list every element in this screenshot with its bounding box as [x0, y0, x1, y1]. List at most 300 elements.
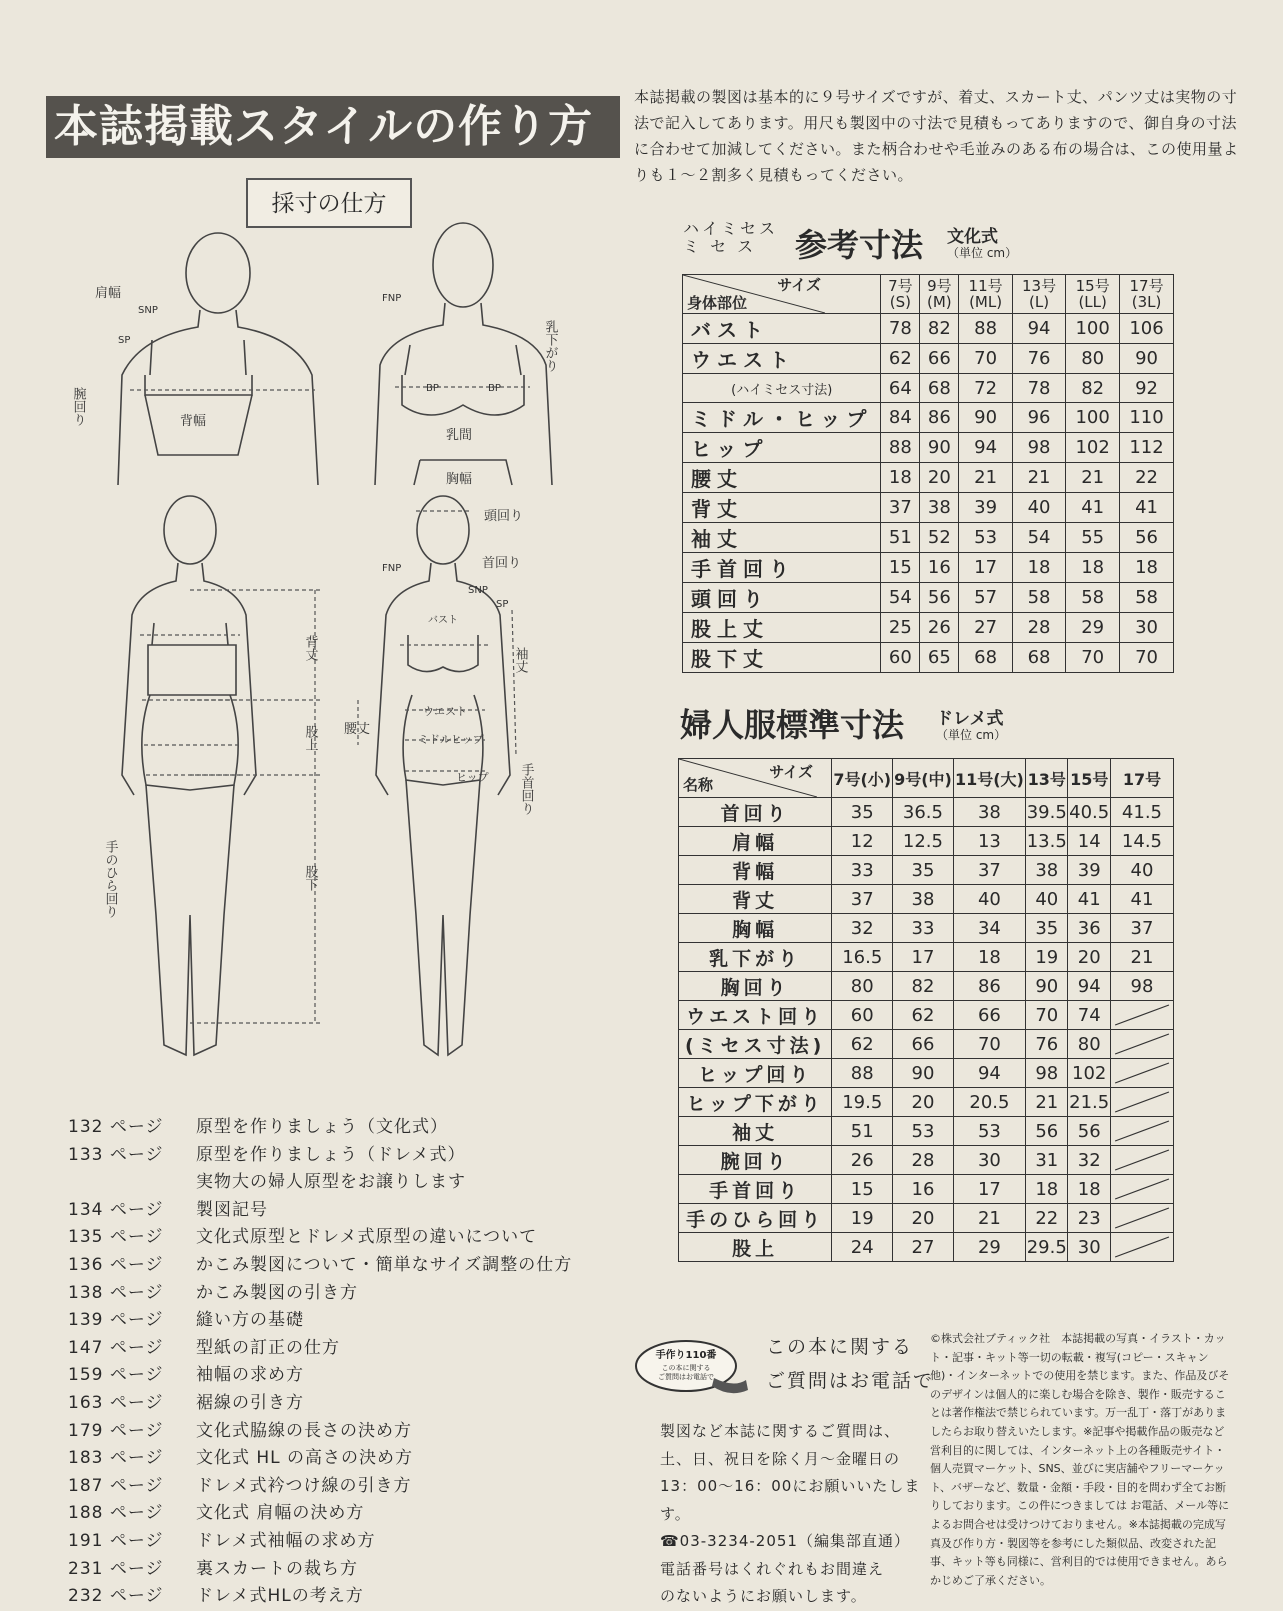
label-nipple-drop: 乳下がり	[542, 320, 558, 372]
table-cell: 100	[1066, 314, 1120, 344]
table-cell: 57	[959, 583, 1012, 613]
corner-header	[679, 759, 832, 798]
table-cell: 37	[1110, 914, 1173, 943]
page-number: 163 ページ	[68, 1392, 164, 1413]
list-item	[68, 1362, 628, 1390]
table-cell: 18	[1012, 553, 1065, 583]
list-item	[68, 1169, 628, 1197]
page-topic: 型紙の訂正の仕方	[196, 1337, 340, 1358]
reference-size-table	[682, 274, 1174, 673]
page-number: 133 ページ	[68, 1144, 164, 1165]
empty-cell-slash	[1111, 1146, 1173, 1174]
phone-body-line: 13：00～16：00にお願いいたしま	[660, 1477, 921, 1495]
table-cell: 68	[959, 643, 1012, 673]
page-topic: ドレメ式袖幅の求め方	[196, 1530, 376, 1551]
size-column-header: 15号	[1068, 759, 1110, 798]
row-label: ヒップ回り	[679, 1059, 832, 1088]
table-cell: 13.5	[1026, 827, 1068, 856]
table-cell: 27	[893, 1233, 954, 1262]
page-number: 231 ページ	[68, 1558, 164, 1579]
empty-cell-slash	[1111, 1233, 1173, 1261]
label-wrist: 手首回り	[518, 763, 534, 815]
label-bp-right: BP	[488, 383, 501, 394]
table-cell: 62	[832, 1030, 893, 1059]
page-number: 188 ページ	[68, 1503, 164, 1524]
phone-badge	[634, 1338, 752, 1398]
table-cell: 26	[832, 1146, 893, 1175]
table-cell: 21	[1066, 463, 1120, 493]
page-topic: 縫い方の基礎	[196, 1310, 304, 1331]
table-cell: 55	[1066, 523, 1120, 553]
table-cell: 68	[1012, 643, 1065, 673]
table-cell: 94	[1012, 314, 1065, 344]
table-cell: 78	[1012, 374, 1065, 403]
table-cell: 51	[881, 523, 920, 553]
standard-size-table	[678, 758, 1174, 1262]
list-item	[68, 1224, 628, 1252]
row-label: 股下丈	[683, 643, 881, 673]
list-item	[68, 1335, 628, 1363]
page-number: 135 ページ	[68, 1227, 164, 1248]
table-cell: 76	[1026, 1030, 1068, 1059]
table-cell: 54	[1012, 523, 1065, 553]
table-cell: 28	[1012, 613, 1065, 643]
size-column-header: 13号 (L)	[1012, 275, 1065, 314]
table-cell: 33	[893, 914, 954, 943]
table-cell: 66	[920, 344, 959, 374]
label-neck: 首回り	[482, 556, 522, 571]
row-label: 肩幅	[679, 827, 832, 856]
table-cell: 41	[1068, 885, 1110, 914]
table-cell: 20	[920, 463, 959, 493]
table-cell: 18	[1068, 1175, 1110, 1204]
corner-size-label: サイズ	[769, 763, 813, 781]
table-cell: 94	[953, 1059, 1025, 1088]
table2-title: 婦人服標準寸法	[680, 706, 905, 744]
table-cell: 96	[1012, 403, 1065, 433]
table-cell	[1110, 1146, 1173, 1175]
table-row	[679, 798, 1174, 827]
table-row	[683, 344, 1174, 374]
table-row	[683, 403, 1174, 433]
page-number: 187 ページ	[68, 1475, 164, 1496]
table-cell: 32	[832, 914, 893, 943]
table-cell: 53	[953, 1117, 1025, 1146]
table-cell: 72	[959, 374, 1012, 403]
table-cell: 62	[881, 344, 920, 374]
size-column-header: 11号(大)	[953, 759, 1025, 798]
table-cell: 34	[953, 914, 1025, 943]
size-column-header: 9号(中)	[893, 759, 954, 798]
table-cell: 70	[959, 344, 1012, 374]
row-label: バスト	[683, 314, 881, 344]
row-label: 胸回り	[679, 972, 832, 1001]
table-row	[679, 1175, 1174, 1204]
page-number: 183 ページ	[68, 1448, 164, 1469]
page-topic: 原型を作りましょう（文化式）	[196, 1117, 448, 1137]
row-label: 股上	[679, 1233, 832, 1262]
table-cell: 40.5	[1068, 798, 1110, 827]
table-cell: 39.5	[1026, 798, 1068, 827]
table-cell: 37	[953, 856, 1025, 885]
page-topic: かこみ製図の引き方	[196, 1282, 358, 1303]
row-label: ウエスト回り	[679, 1001, 832, 1030]
page-topic: 文化式原型とドレメ式原型の違いについて	[196, 1227, 538, 1248]
table-cell: 40	[1012, 493, 1065, 523]
list-item	[68, 1500, 628, 1528]
label-palm: 手のひら回り	[102, 840, 118, 918]
table-row	[679, 1204, 1174, 1233]
phone-badge-line1: 手作り110番	[655, 1350, 717, 1361]
table-cell: 38	[1026, 856, 1068, 885]
page-number: 136 ページ	[68, 1254, 164, 1275]
list-item	[68, 1280, 628, 1308]
measurement-figures	[60, 215, 580, 1085]
table-cell	[1110, 1175, 1173, 1204]
table-cell: 20	[893, 1204, 954, 1233]
table-cell: 54	[881, 583, 920, 613]
table-row	[683, 463, 1174, 493]
table-cell: 13	[953, 827, 1025, 856]
table-cell: 21.5	[1068, 1088, 1110, 1117]
table-cell: 20	[893, 1088, 954, 1117]
table1-unit: （単位 cm）	[947, 246, 1018, 260]
table2-heading	[680, 700, 1080, 750]
table-cell: 62	[893, 1001, 954, 1030]
row-label: (ハイミセス寸法)	[683, 374, 881, 403]
table-row	[679, 972, 1174, 1001]
phone-body	[660, 1418, 930, 1611]
table-cell: 32	[1068, 1146, 1110, 1175]
empty-cell-slash	[1111, 1059, 1173, 1087]
table-cell: 35	[893, 856, 954, 885]
table-cell: 35	[832, 798, 893, 827]
list-item	[68, 1390, 628, 1418]
page-topic: 文化式 HL の高さの決め方	[196, 1448, 414, 1469]
table-cell: 98	[1012, 433, 1065, 463]
table-row	[679, 1088, 1174, 1117]
phone-body-line: 電話番号はくれぐれもお間違え	[660, 1559, 885, 1578]
measure-heading: 採寸の仕方	[246, 178, 412, 228]
list-item	[68, 1556, 628, 1584]
table-cell: 68	[920, 374, 959, 403]
table-cell: 51	[832, 1117, 893, 1146]
size-column-header: 7号(小)	[832, 759, 893, 798]
page-number: 134 ページ	[68, 1199, 164, 1220]
table-cell: 31	[1026, 1146, 1068, 1175]
table-cell: 19	[832, 1204, 893, 1233]
table-cell: 56	[1068, 1117, 1110, 1146]
table-cell	[1110, 1059, 1173, 1088]
table-cell: 70	[1066, 643, 1120, 673]
phone-badge-line3: ご質問はお電話で	[658, 1373, 714, 1381]
table-cell: 90	[893, 1059, 954, 1088]
label-shoulder-width: 肩幅	[95, 286, 122, 301]
label-snp: SNP	[138, 305, 158, 316]
table-cell: 14	[1068, 827, 1110, 856]
corner-part-label: 身体部位	[687, 294, 748, 312]
list-item	[68, 1197, 628, 1225]
table-cell	[1110, 1233, 1173, 1262]
table-cell: 110	[1120, 403, 1174, 433]
table-cell: 86	[920, 403, 959, 433]
table-cell: 29	[1066, 613, 1120, 643]
row-label: 頭回り	[683, 583, 881, 613]
table-cell: 25	[881, 613, 920, 643]
intro-text: 本誌掲載の製図は基本的に９号サイズですが、着丈、スカート丈、パンツ丈は実物の寸法で記入してあります。用尺も製図中の寸法で見積もってありますので、御自身の寸法に合わせて加減してください。また柄合わせや毛並みのある布の場合は、この使用量よりも１～２割多く見積もってください。	[634, 88, 1239, 184]
table-cell: 26	[920, 613, 959, 643]
page-number	[68, 1169, 196, 1197]
row-label: ミドル・ヒップ	[683, 403, 881, 433]
size-column-header: 17号	[1110, 759, 1173, 798]
table-cell: 19	[1026, 943, 1068, 972]
table-cell: 12	[832, 827, 893, 856]
table-cell: 19.5	[832, 1088, 893, 1117]
phone-title	[766, 1330, 934, 1398]
page-topic: ドレメ式衿つけ線の引き方	[196, 1475, 412, 1496]
table-cell: 18	[953, 943, 1025, 972]
table-cell: 66	[953, 1001, 1025, 1030]
table-cell: 90	[920, 433, 959, 463]
page-topic: ドレメ式HLの考え方	[196, 1586, 364, 1607]
corner-size-label: サイズ	[777, 276, 821, 294]
table-cell: 53	[959, 523, 1012, 553]
table-cell: 15	[832, 1175, 893, 1204]
table-cell: 17	[893, 943, 954, 972]
table-row	[679, 1030, 1174, 1059]
page-topic: 袖幅の求め方	[196, 1365, 304, 1386]
page-topic: 実物大の婦人原型をお譲りします	[196, 1172, 466, 1193]
table-row	[683, 433, 1174, 463]
figure-illustration	[60, 215, 580, 1085]
table-cell: 41	[1066, 493, 1120, 523]
table-cell: 38	[953, 798, 1025, 827]
page-topic: 製図記号	[196, 1199, 268, 1220]
page-number: 147 ページ	[68, 1337, 164, 1358]
list-item	[68, 1473, 628, 1501]
label-sp: SP	[118, 335, 131, 346]
table-cell: 24	[832, 1233, 893, 1262]
row-label: 背丈	[679, 885, 832, 914]
phone-body-line: す。	[660, 1504, 691, 1523]
table-cell: 16	[920, 553, 959, 583]
list-item	[68, 1307, 628, 1335]
table-row	[683, 374, 1174, 403]
row-label: 袖丈	[683, 523, 881, 553]
empty-cell-slash	[1111, 1175, 1173, 1203]
table-cell: 29	[953, 1233, 1025, 1262]
table-cell: 37	[881, 493, 920, 523]
table-row	[679, 827, 1174, 856]
row-label: (ミセス寸法)	[679, 1030, 832, 1059]
row-label: 背幅	[679, 856, 832, 885]
row-label: 手首回り	[679, 1175, 832, 1204]
corner-header	[683, 275, 881, 314]
table-cell: 39	[1068, 856, 1110, 885]
label-waist: ウエスト	[423, 705, 467, 718]
size-column-header: 17号 (3L)	[1120, 275, 1174, 314]
list-item	[68, 1418, 628, 1446]
table-cell: 17	[959, 553, 1012, 583]
label-crotch-rise: 股上	[302, 725, 318, 751]
size-column-header: 13号	[1026, 759, 1068, 798]
table-cell: 36.5	[893, 798, 954, 827]
table-cell: 94	[959, 433, 1012, 463]
size-column-header: 9号 (M)	[920, 275, 959, 314]
table-cell: 60	[881, 643, 920, 673]
row-label: 首回り	[679, 798, 832, 827]
label-bp-left: BP	[426, 383, 439, 394]
label-fnp-2: FNP	[382, 563, 402, 574]
list-item	[68, 1142, 628, 1170]
size-column-header: 7号 (S)	[881, 275, 920, 314]
table-cell	[1110, 1030, 1173, 1059]
row-label: 胸幅	[679, 914, 832, 943]
table-cell	[1110, 1117, 1173, 1146]
page-number: 232 ページ	[68, 1586, 164, 1607]
table-cell: 38	[920, 493, 959, 523]
table-cell: 15	[881, 553, 920, 583]
label-snp-2: SNP	[468, 585, 488, 596]
phone-title-line1: この本に関する	[766, 1336, 914, 1358]
table-cell: 35	[1026, 914, 1068, 943]
table-cell: 56	[1026, 1117, 1068, 1146]
table-cell: 22	[1120, 463, 1174, 493]
size-column-header: 15号 (LL)	[1066, 275, 1120, 314]
table-row	[683, 583, 1174, 613]
table-cell: 18	[1066, 553, 1120, 583]
page-title: 本誌掲載スタイルの作り方	[46, 96, 620, 158]
row-label: ヒップ下がり	[679, 1088, 832, 1117]
label-hip: ヒップ	[456, 771, 489, 784]
table-cell: 98	[1026, 1059, 1068, 1088]
table1-title: 参考寸法	[795, 226, 924, 264]
table-cell: 18	[1120, 553, 1174, 583]
page-number: 138 ページ	[68, 1282, 164, 1303]
table-row	[683, 643, 1174, 673]
table-cell: 112	[1120, 433, 1174, 463]
table-row	[679, 943, 1174, 972]
table-cell: 27	[959, 613, 1012, 643]
table-cell: 39	[959, 493, 1012, 523]
table-row	[679, 885, 1174, 914]
table-cell: 33	[832, 856, 893, 885]
table-cell: 64	[881, 374, 920, 403]
label-chest-width: 胸幅	[446, 472, 473, 487]
table-cell: 58	[1066, 583, 1120, 613]
list-item	[68, 1528, 628, 1556]
table-cell: 74	[1068, 1001, 1110, 1030]
copyright-notice: ©株式会社ブティック社 本誌掲載の写真・イラスト・カット・記事・キット等一切の転載・複写(コピー・スキャン他)・インターネットでの使用を禁じます。また、作品及びそのデザインは個人的に楽しむ場合を除き、製作・販売することは著作権法で禁じられています。万一乱丁・落丁がありましたらお取り替えいたします。※記事や掲載作品の販売など営利目的に関しては、インターネット上の各種販売サイト・個人売買マーケット、SNS、並びに実店舗やフリーマーケット、バザーなど、数量・金額・手段・目的を問わず全てお断りしております。この件につきましては お電話、メール等によるお問合せは受けつけておりません。※本誌掲載の完成写真及び作り方・製図等を参考にした類似品、改変された記事、キット等も同様に、営利目的では使用できません。あらかじめご了承ください。	[930, 1332, 1230, 1587]
table-cell: 100	[1066, 403, 1120, 433]
table1-format: 文化式	[947, 227, 998, 247]
table-cell: 92	[1120, 374, 1174, 403]
table-cell: 88	[832, 1059, 893, 1088]
row-label: ウエスト	[683, 344, 881, 374]
corner-part-label: 名称	[683, 776, 714, 794]
table-cell: 21	[1012, 463, 1065, 493]
table-cell: 20.5	[953, 1088, 1025, 1117]
table-cell: 52	[920, 523, 959, 553]
table-cell: 88	[881, 433, 920, 463]
table-cell: 53	[893, 1117, 954, 1146]
table-cell: 82	[920, 314, 959, 344]
table-cell: 82	[1066, 374, 1120, 403]
table-cell: 70	[1026, 1001, 1068, 1030]
size-column-header: 11号 (ML)	[959, 275, 1012, 314]
page-topic: 文化式脇線の長さの決め方	[196, 1420, 412, 1441]
table-cell: 60	[832, 1001, 893, 1030]
label-back-width: 背幅	[180, 414, 207, 429]
table-cell: 30	[953, 1146, 1025, 1175]
table-cell: 56	[1120, 523, 1174, 553]
label-fnp: FNP	[382, 293, 402, 304]
label-sp-2: SP	[496, 599, 509, 610]
page-number: 179 ページ	[68, 1420, 164, 1441]
page-reference-list	[68, 1114, 628, 1611]
row-label: 手首回り	[683, 553, 881, 583]
table-row	[679, 856, 1174, 885]
phone-body-line: のないようにお願いします。	[660, 1587, 867, 1605]
page-number: 132 ページ	[68, 1117, 164, 1137]
table1-heading	[683, 220, 1083, 270]
table-cell: 16.5	[832, 943, 893, 972]
list-item	[68, 1252, 628, 1280]
table-cell: 102	[1066, 433, 1120, 463]
table-cell: 102	[1068, 1059, 1110, 1088]
table-cell: 76	[1012, 344, 1065, 374]
row-label: 股上丈	[683, 613, 881, 643]
page-number: 159 ページ	[68, 1365, 164, 1386]
table-cell: 80	[832, 972, 893, 1001]
page-topic: かこみ製図について・簡単なサイズ調整の仕方	[196, 1254, 573, 1275]
list-item	[68, 1114, 628, 1142]
table-cell: 70	[953, 1030, 1025, 1059]
table-cell: 40	[1026, 885, 1068, 914]
empty-cell-slash	[1111, 1030, 1173, 1058]
label-back-length: 背丈	[302, 635, 318, 661]
table-row	[683, 553, 1174, 583]
row-label: 手のひら回り	[679, 1204, 832, 1233]
table-cell: 21	[1110, 943, 1173, 972]
table-row	[679, 1233, 1174, 1262]
label-hip-depth: 腰丈	[344, 722, 371, 737]
empty-cell-slash	[1111, 1001, 1173, 1029]
table-cell: 40	[1110, 856, 1173, 885]
table-cell: 16	[893, 1175, 954, 1204]
table2-unit: （単位 cm）	[936, 728, 1007, 742]
table-cell: 30	[1068, 1233, 1110, 1262]
table-cell	[1110, 1204, 1173, 1233]
table-row	[679, 1117, 1174, 1146]
page-topic: 文化式 肩幅の決め方	[196, 1503, 365, 1524]
table-cell: 94	[1068, 972, 1110, 1001]
phone-body-line: 土、日、祝日を除く月～金曜日の	[660, 1449, 901, 1468]
table1-label-high-misses: ハイミセス	[683, 219, 779, 238]
table-row	[679, 914, 1174, 943]
row-label: 腰丈	[683, 463, 881, 493]
table-cell: 21	[959, 463, 1012, 493]
table-cell: 30	[1120, 613, 1174, 643]
table-cell: 41.5	[1110, 798, 1173, 827]
table-cell: 18	[1026, 1175, 1068, 1204]
row-label: 乳下がり	[679, 943, 832, 972]
table-cell: 41	[1110, 885, 1173, 914]
row-label: 背丈	[683, 493, 881, 523]
table-cell: 17	[953, 1175, 1025, 1204]
table-cell: 78	[881, 314, 920, 344]
table-cell: 66	[893, 1030, 954, 1059]
